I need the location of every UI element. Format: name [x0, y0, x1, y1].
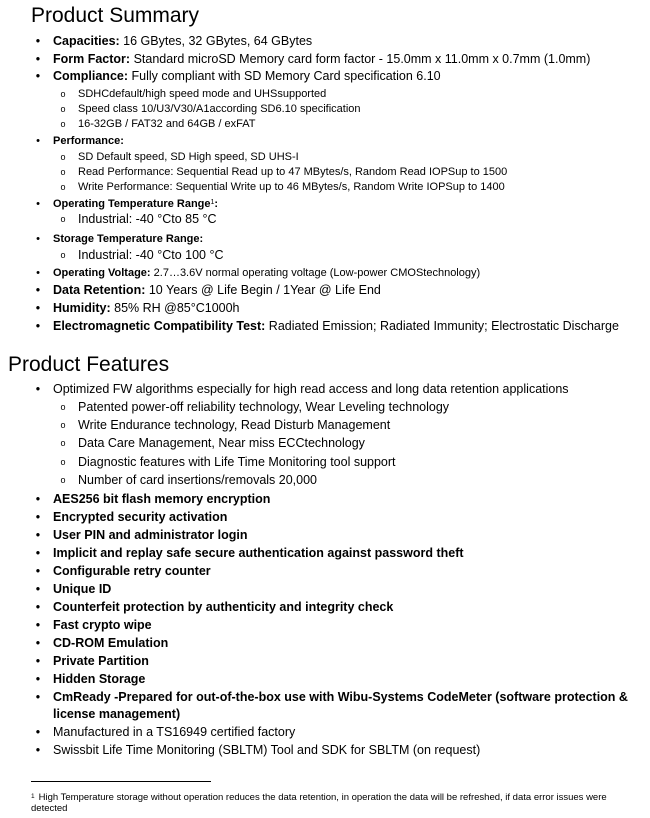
- compliance-label: Compliance:: [53, 69, 129, 83]
- bullet: •: [35, 492, 41, 506]
- bullet: •: [35, 636, 41, 650]
- fw-text: Optimized FW algorithms especially for high read access and long data retention applications: [53, 382, 569, 396]
- emc-value: Radiated Emission; Radiated Immunity; Electrostatic Discharge: [265, 319, 619, 333]
- sub-bullet: o: [60, 475, 66, 485]
- manufactured-text: Manufactured in a TS16949 certified factory: [53, 725, 296, 739]
- data-retention-value: 10 Years @ Life Begin / 1Year @ Life End: [145, 283, 381, 297]
- bullet: •: [36, 267, 40, 279]
- fw-item: Number of card insertions/removals 20,000: [78, 473, 318, 487]
- performance-label: Performance:: [53, 135, 124, 147]
- bullet: •: [35, 618, 41, 632]
- bullet: •: [35, 283, 41, 297]
- sub-bullet: o: [60, 420, 66, 430]
- capacities-label: Capacities:: [53, 34, 120, 48]
- bullet: •: [35, 564, 41, 578]
- feature-item: Hidden Storage: [53, 672, 146, 686]
- sub-bullet: o: [60, 119, 66, 129]
- humidity-value: 85% RH @85°C1000h: [110, 301, 240, 315]
- bullet: •: [35, 654, 41, 668]
- humidity-label: Humidity:: [53, 301, 111, 315]
- data-retention-label: Data Retention:: [53, 283, 146, 297]
- form-factor-value: Standard microSD Memory card form factor - 15.0mm x 11.0mm x 0.7mm (1.0mm): [130, 52, 591, 66]
- bullet: •: [35, 690, 41, 704]
- bullet: •: [35, 34, 41, 48]
- footnote-ref: 1: [210, 199, 215, 206]
- compliance-item: Speed class 10/U3/V30/A1according SD6.10 specification: [78, 103, 361, 115]
- sub-bullet: o: [60, 167, 66, 177]
- fw-item: Patented power-off reliability technology, Wear Leveling technology: [78, 400, 450, 414]
- bullet: •: [36, 198, 40, 210]
- performance-item: Read Performance: Sequential Read up to 47 MBytes/s, Random Read IOPSup to 1500: [78, 166, 508, 178]
- capacities-value: 16 GBytes, 32 GBytes, 64 GBytes: [119, 34, 313, 48]
- op-temp-label: Operating Temperature Range: [53, 198, 211, 210]
- sub-bullet: o: [60, 152, 66, 162]
- feature-item: Unique ID: [53, 582, 112, 596]
- sub-bullet: o: [60, 402, 66, 412]
- bullet: •: [35, 743, 41, 757]
- bullet: •: [35, 600, 41, 614]
- bullet: •: [35, 672, 41, 686]
- sub-bullet: o: [60, 104, 66, 114]
- sub-bullet: o: [60, 250, 66, 260]
- performance-item: Write Performance: Sequential Write up to 46 MBytes/s, Random Write IOPSup to 1400: [78, 181, 505, 193]
- feature-item: Fast crypto wipe: [53, 618, 152, 632]
- sub-bullet: o: [60, 182, 66, 192]
- fw-item: Write Endurance technology, Read Disturb Management: [78, 418, 391, 432]
- compliance-value: Fully compliant with SD Memory Card specification 6.10: [128, 69, 441, 83]
- fw-item: Diagnostic features with Life Time Monitoring tool support: [78, 455, 396, 469]
- performance-item: SD Default speed, SD High speed, SD UHS-I: [78, 151, 299, 163]
- bullet: •: [35, 301, 41, 315]
- bullet: •: [35, 52, 41, 66]
- feature-item: User PIN and administrator login: [53, 528, 248, 542]
- bullet: •: [35, 725, 41, 739]
- bullet: •: [36, 135, 40, 147]
- bullet: •: [35, 546, 41, 560]
- sub-bullet: o: [60, 89, 66, 99]
- bullet: •: [35, 582, 41, 596]
- bullet: •: [35, 319, 41, 333]
- cmready-line1: CmReady -Prepared for out-of-the-box use with Wibu-Systems CodeMeter (software protection &: [53, 690, 628, 704]
- sub-bullet: o: [60, 438, 66, 448]
- footnote-text: High Temperature storage without operation reduces the data retention, in operation the data will be refreshed, if data error issues were detected: [31, 792, 607, 814]
- footnote-mark: 1: [31, 793, 35, 800]
- feature-item: Encrypted security activation: [53, 510, 228, 524]
- bullet: •: [36, 233, 40, 245]
- bullet: •: [35, 69, 41, 83]
- summary-title: Product Summary: [31, 4, 200, 27]
- feature-item: Private Partition: [53, 654, 149, 668]
- op-temp-item: Industrial: -40 °Cto 85 °C: [78, 212, 217, 226]
- feature-item: Counterfeit protection by authenticity and integrity check: [53, 600, 394, 614]
- storage-temp-label: Storage Temperature Range:: [53, 233, 204, 245]
- op-temp-colon: :: [214, 198, 219, 210]
- op-voltage-label: Operating Voltage:: [53, 267, 151, 279]
- sub-bullet: o: [60, 214, 66, 224]
- sub-bullet: o: [60, 457, 66, 467]
- emc-label: Electromagnetic Compatibility Test:: [53, 319, 266, 333]
- bullet: •: [35, 510, 41, 524]
- form-factor-label: Form Factor:: [53, 52, 131, 66]
- fw-item: Data Care Management, Near miss ECCtechnology: [78, 436, 365, 450]
- feature-item: Configurable retry counter: [53, 564, 211, 578]
- op-voltage-value: 2.7…3.6V normal operating voltage (Low-power CMOStechnology): [150, 267, 481, 279]
- sbltm-text: Swissbit Life Time Monitoring (SBLTM) Tool and SDK for SBLTM (on request): [53, 743, 481, 757]
- compliance-item: 16-32GB / FAT32 and 64GB / exFAT: [78, 118, 256, 130]
- bullet: •: [35, 528, 41, 542]
- footnote: [31, 792, 643, 814]
- bullet: •: [35, 382, 41, 396]
- compliance-item: SDHCdefault/high speed mode and UHSsupported: [78, 88, 327, 100]
- cmready-line2: license management): [53, 707, 181, 721]
- feature-item: Implicit and replay safe secure authentication against password theft: [53, 546, 464, 560]
- storage-temp-item: Industrial: -40 °Cto 100 °C: [78, 248, 224, 262]
- features-title: Product Features: [8, 353, 170, 376]
- footnote-divider: [31, 781, 211, 782]
- feature-item: CD-ROM Emulation: [53, 636, 169, 650]
- feature-item: AES256 bit flash memory encryption: [53, 492, 271, 506]
